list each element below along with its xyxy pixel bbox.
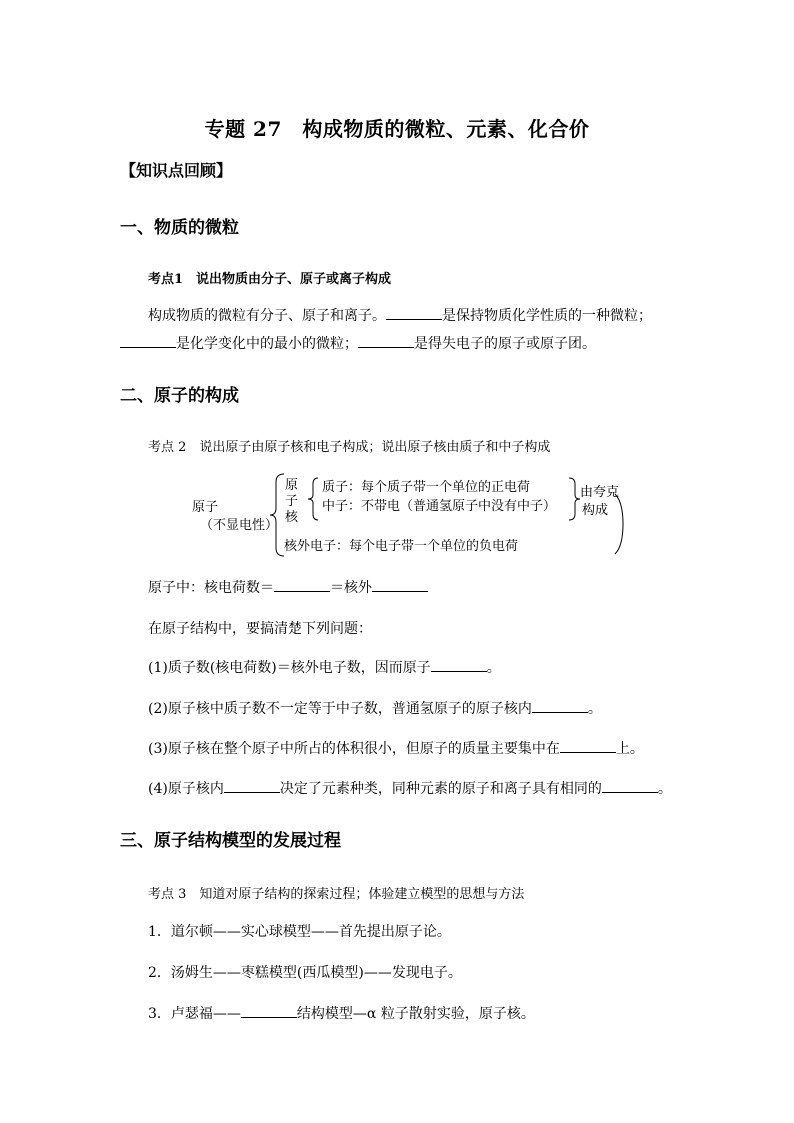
text: 。 [486, 660, 501, 676]
question-2 [148, 698, 602, 718]
section-heading-1: 一、物质的微粒 [120, 218, 239, 238]
answer-blank[interactable] [431, 659, 487, 672]
answer-blank[interactable] [372, 579, 428, 592]
text: 构成物质的微粒有分子、原子和离子。 [148, 308, 386, 324]
atom-label: 原子 [192, 500, 219, 515]
proton-line: 质子：每个质子带一个单位的正电荷 [322, 480, 531, 495]
question-1 [148, 657, 501, 677]
text: 。 [657, 781, 672, 797]
answer-blank[interactable] [224, 780, 280, 793]
model-item-1: 1．道尔顿——实心球模型——首先提出原子论。 [148, 924, 451, 940]
right-curve-icon [612, 492, 626, 556]
text: 原子中：核电荷数＝ [148, 580, 274, 596]
quark-label: 构成 [582, 503, 609, 518]
kaodian-1-line-2 [120, 333, 596, 353]
kaodian-3-label: 考点 3 知道对原子结构的探索过程；体验建立模型的思想与方法 [148, 887, 525, 902]
text: (4)原子核内 [148, 781, 224, 797]
nucleus-char: 子 [285, 494, 299, 509]
answer-blank[interactable] [241, 1005, 297, 1018]
kaodian-1-label: 考点1 说出物质由分子、原子或离子构成 [148, 272, 392, 287]
section-heading-2: 二、原子的构成 [120, 386, 239, 406]
kaodian-2-label: 考点 2 说出原子由原子核和电子构成；说出原子核由质子和中子构成 [148, 440, 551, 455]
text: (1)质子数(核电荷数)＝核外电子数，因而原子 [148, 660, 431, 676]
text: 是保持物质化学性质的一种微粒； [442, 308, 652, 324]
model-item-2: 2．汤姆生——枣糕模型(西瓜模型)——发现电子。 [148, 965, 462, 981]
small-left-brace-icon [306, 476, 322, 522]
page-title: 专题 27 构成物质的微粒、元素、化合价 [204, 117, 590, 141]
nucleus-char: 核 [285, 510, 299, 525]
text: ＝核外 [330, 580, 372, 596]
answer-blank[interactable] [120, 335, 176, 348]
text: 是化学变化中的最小的微粒； [176, 336, 358, 352]
answer-blank[interactable] [386, 307, 442, 320]
section-heading-3: 三、原子结构模型的发展过程 [120, 831, 341, 851]
text: (2)原子核中质子数不一定等于中子数，普通氢原子的原子核内 [148, 701, 532, 717]
structure-intro: 在原子结构中，要搞清楚下列问题： [148, 621, 372, 637]
text: 是得失电子的原子或原子团。 [414, 336, 596, 352]
text: 上。 [615, 741, 644, 757]
answer-blank[interactable] [358, 335, 414, 348]
text: 结构模型—α 粒子散射实验，原子核。 [296, 1006, 535, 1022]
quark-label: 由夸克 [580, 485, 620, 500]
text: 3．卢瑟福—— [148, 1006, 241, 1022]
question-3 [148, 738, 644, 758]
charge-equation [148, 577, 428, 597]
kaodian-1-line-1 [148, 305, 652, 325]
neutron-line: 中子：不带电（普通氢原子中没有中子） [322, 499, 557, 514]
question-4 [148, 778, 672, 798]
review-heading: 【知识点回顾】 [120, 161, 233, 180]
text: 决定了元素种类，同种元素的原子和离子具有相同的 [279, 781, 602, 797]
answer-blank[interactable] [602, 780, 658, 793]
electron-line: 核外电子：每个电子带一个单位的负电荷 [284, 539, 519, 554]
answer-blank[interactable] [560, 740, 616, 753]
answer-blank[interactable] [532, 700, 588, 713]
nucleus-char: 原 [285, 478, 299, 493]
text: 。 [587, 701, 602, 717]
answer-blank[interactable] [274, 579, 330, 592]
model-item-3 [148, 1003, 535, 1023]
neutral-label: （不显电性） [200, 518, 279, 533]
text: (3)原子核在整个原子中所占的体积很小，但原子的质量主要集中在 [148, 741, 560, 757]
